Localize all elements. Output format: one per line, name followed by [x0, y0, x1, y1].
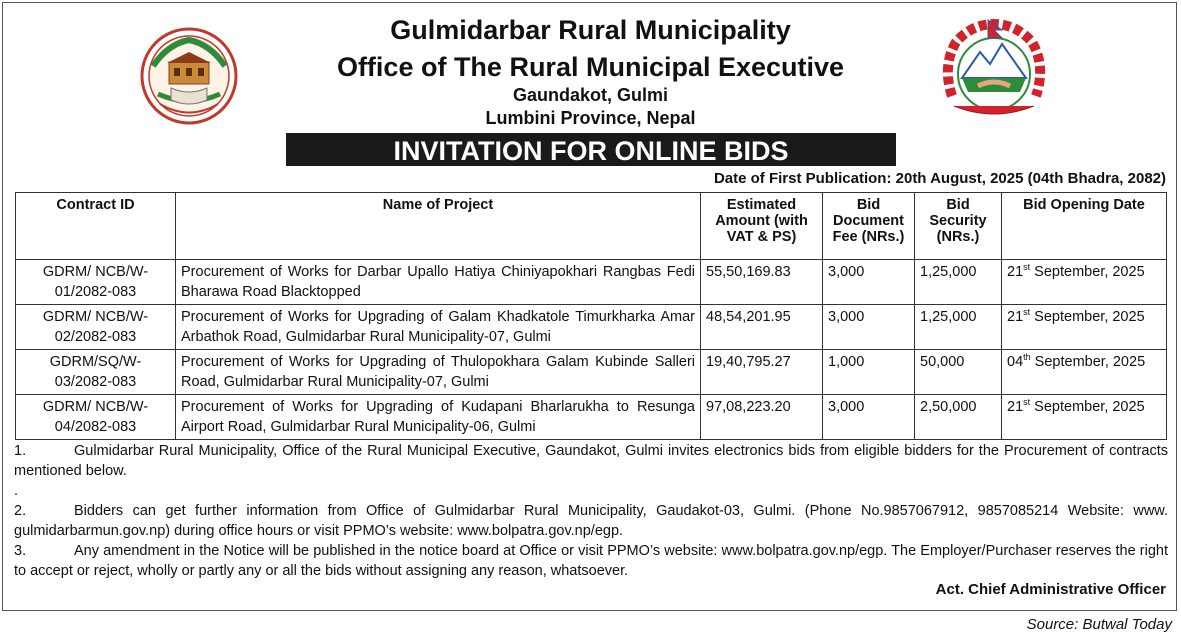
fee-cell: 3,000	[823, 395, 915, 440]
bids-table	[15, 192, 1167, 440]
table-row	[16, 260, 1167, 305]
security-cell: 50,000	[915, 350, 1002, 395]
publication-date: Date of First Publication: 20th August, 2025 (04th Bhadra, 2082)	[713, 170, 1166, 187]
table-header-row	[16, 193, 1167, 260]
municipality-name: Gulmidarbar Rural Municipality	[390, 15, 791, 45]
amount-cell: 55,50,169.83	[701, 260, 823, 305]
office-name: Office of The Rural Municipal Executive	[336, 52, 845, 82]
opening-date-cell: 04th September, 2025	[1002, 350, 1167, 395]
table-row	[16, 350, 1167, 395]
project-name-cell: Procurement of Works for Upgrading of Thulopokhara Galam Kubinde Salleri Road, Gulmidarbar Rural Municipality-07, Gulmi	[176, 350, 701, 395]
opening-date-cell: 21st September, 2025	[1002, 305, 1167, 350]
amount-cell: 97,08,223.20	[701, 395, 823, 440]
note-item	[14, 481, 1168, 501]
header-contract-id: Contract ID	[16, 193, 176, 260]
signatory-title: Act. Chief Administrative Officer	[935, 581, 1166, 598]
note-text: Any amendment in the Notice will be published in the notice board at Office or visit PPMO’s website: www.bolpatra.gov.np/egp. The Employer/Purchaser reserves the right to accept or reject, wholly or partly any or all the bids without assigning any reason, whatsoever.	[14, 543, 1168, 579]
contract-id-cell: GDRM/ NCB/W-04/2082-083	[16, 395, 176, 440]
note-number: 1.	[14, 443, 27, 459]
security-cell: 1,25,000	[915, 305, 1002, 350]
opening-date-cell: 21st September, 2025	[1002, 260, 1167, 305]
contract-id-cell: GDRM/ NCB/W-01/2082-083	[16, 260, 176, 305]
fee-cell: 3,000	[823, 305, 915, 350]
project-name-cell: Procurement of Works for Upgrading of Galam Khadkatole Timurkharka Amar Arbathok Road, Gulmidarbar Rural Municipality-07, Gulmi	[176, 305, 701, 350]
header-bid-opening-date: Bid Opening Date	[1002, 193, 1167, 260]
note-number: 2.	[14, 503, 27, 519]
note-item	[14, 541, 1168, 581]
source-credit: Source: Butwal Today	[1026, 616, 1172, 633]
contract-id-cell: GDRM/SQ/W- 03/2082-083	[16, 350, 176, 395]
notice-title-banner: INVITATION FOR ONLINE BIDS	[286, 133, 896, 166]
table-row	[16, 305, 1167, 350]
amount-cell: 48,54,201.95	[701, 305, 823, 350]
opening-date-cell: 21st September, 2025	[1002, 395, 1167, 440]
province-name: Lumbini Province, Nepal	[485, 108, 696, 128]
notice-body	[14, 441, 1168, 581]
project-name-cell: Procurement of Works for Darbar Upallo Hatiya Chiniyapokhari Rangbas Fedi Bharawa Road Blacktopped	[176, 260, 701, 305]
fee-cell: 1,000	[823, 350, 915, 395]
fee-cell: 3,000	[823, 260, 915, 305]
note-text: Bidders can get further information from Office of Gulmidarbar Rural Municipality, Gaudakot-03, Gulmi. (Phone No.9857067912, 9857085214 Website: www. gulmidarbarmun.gov.np) during office hours or visit PPMO’s website: www.bolpatra.gov.np/egp.	[14, 503, 1168, 539]
office-location: Gaundakot, Gulmi	[512, 85, 668, 105]
note-number: .	[14, 483, 19, 499]
project-name-cell: Procurement of Works for Upgrading of Kudapani Bharlarukha to Resunga Airport Road, Gulmidarbar Rural Municipality-06, Gulmi	[176, 395, 701, 440]
security-cell: 2,50,000	[915, 395, 1002, 440]
table-row	[16, 395, 1167, 440]
note-item	[14, 501, 1168, 541]
security-cell: 1,25,000	[915, 260, 1002, 305]
note-number: 3.	[14, 543, 27, 559]
contract-id-cell: GDRM/ NCB/W-02/2082-083	[16, 305, 176, 350]
note-item	[14, 441, 1168, 481]
header-bid-security: Bid Security (NRs.)	[915, 193, 1002, 260]
header-estimated-amount: Estimated Amount (with VAT & PS)	[701, 193, 823, 260]
note-text: Gulmidarbar Rural Municipality, Office of the Rural Municipal Executive, Gaundakot, Gulmi invites electronics bids from eligible bidders for the Procurement of contracts mentioned below.	[14, 443, 1168, 479]
header-bid-document-fee: Bid Document Fee (NRs.)	[823, 193, 915, 260]
header-project-name: Name of Project	[176, 193, 701, 260]
amount-cell: 19,40,795.27	[701, 350, 823, 395]
